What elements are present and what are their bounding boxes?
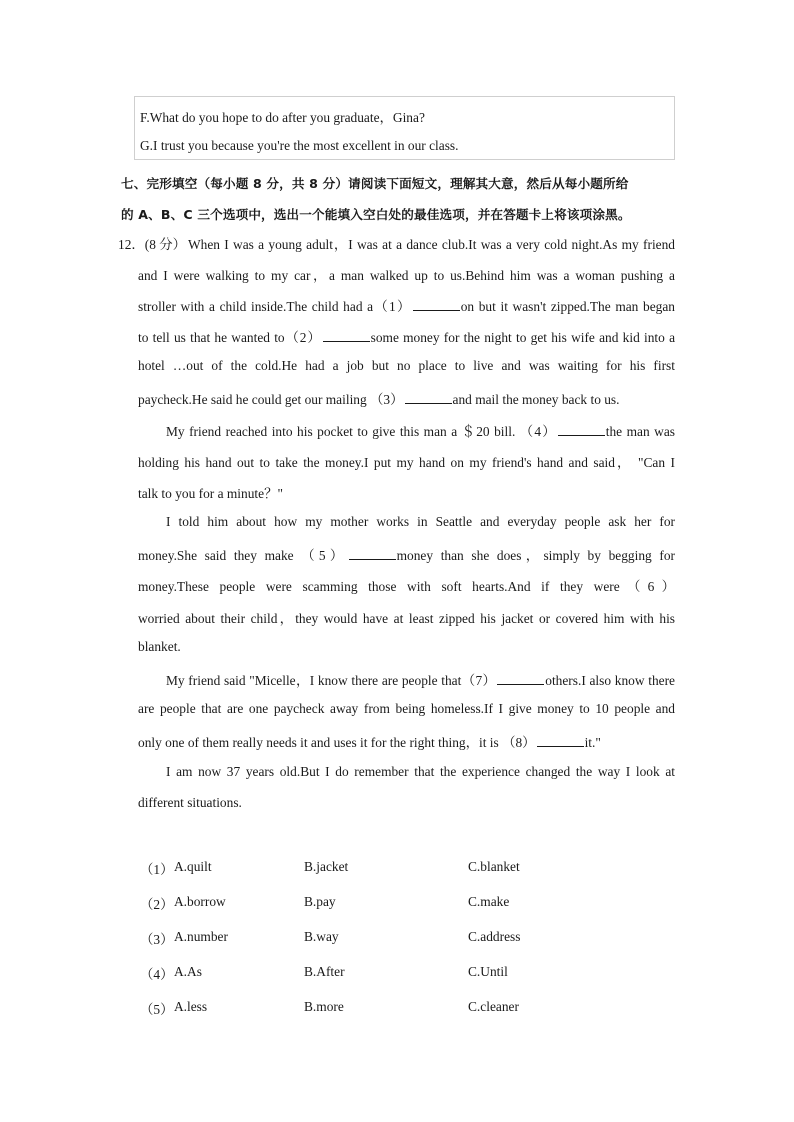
choice-row xyxy=(140,964,640,982)
choice-number: （4） xyxy=(140,967,174,982)
section-heading-line-1: 七、完形填空（每小题 8 分，共 8 分）请阅读下面短文，理解其大意，然后从每小题所给 xyxy=(121,176,629,191)
choice-b: B.more xyxy=(304,999,344,1014)
passage-line: I told him about how my mother works in Seattle and everyday people ask her for xyxy=(166,514,675,529)
choice-number: （3） xyxy=(140,932,174,947)
passage-line: My friend said "Micelle，I know there are people that（7） others.I also know there xyxy=(166,673,675,688)
options-box xyxy=(134,96,675,160)
passage-line: paycheck.He said he could get our mailing （3） and mail the money back to us. xyxy=(138,392,620,407)
question-number: 12．(8 分） xyxy=(118,237,187,252)
choice-number: （1） xyxy=(140,862,174,877)
passage-line: hotel …out of the cold.He had a job but no place to live and was waiting for his first xyxy=(138,358,675,373)
choice-b: B.jacket xyxy=(304,859,349,874)
choice-c: C.make xyxy=(468,894,510,909)
choice-row xyxy=(140,859,640,877)
choice-b: B.way xyxy=(304,929,339,944)
choice-a: A.number xyxy=(174,929,228,944)
passage-line: stroller with a child inside.The child had a（1） on but it wasn't zipped.The man began xyxy=(138,299,675,314)
blank-7 xyxy=(497,673,544,685)
passage-line: talk to you for a minute？" xyxy=(138,486,283,501)
choice-c: C.cleaner xyxy=(468,999,519,1014)
choice-c: C.address xyxy=(468,929,521,944)
choice-b: B.After xyxy=(304,964,345,979)
passage-line: blanket. xyxy=(138,639,181,654)
passage-line: to tell us that he wanted to（2） some money for the night to get his wife and kid into a xyxy=(138,330,676,345)
blank-5 xyxy=(349,548,396,560)
choice-row xyxy=(140,929,640,947)
choice-row xyxy=(140,894,640,912)
choice-c: C.Until xyxy=(468,964,508,979)
blank-8 xyxy=(537,735,584,747)
passage-line: money.She said they make （5） money than she does，simply by begging for xyxy=(138,548,675,563)
choice-row xyxy=(140,999,640,1017)
passage-line: are people that are one paycheck away from being homeless.If I give money to 10 people and xyxy=(138,701,675,716)
blank-4 xyxy=(558,424,605,436)
passage-line: worried about their child，they would have at least zipped his jacket or covered him with his xyxy=(138,611,675,626)
choice-a: A.quilt xyxy=(174,859,212,874)
choice-number: （2） xyxy=(140,897,174,912)
blank-1 xyxy=(413,299,460,311)
section-heading-line-2: 的 A、B、C 三个选项中，选出一个能填入空白处的最佳选项，并在答题卡上将该项涂黑。 xyxy=(121,207,631,222)
choice-number: （5） xyxy=(140,1002,174,1017)
option-f: F.What do you hope to do after you graduate，Gina? xyxy=(140,110,425,125)
choice-a: A.borrow xyxy=(174,894,226,909)
passage-line: only one of them really needs it and uses it for the right thing，it is （8） it." xyxy=(138,735,601,750)
passage-line: holding his hand out to take the money.I put my hand on my friend's hand and said， "Can I xyxy=(138,455,675,470)
passage-line: and I were walking to my car，a man walked up to us.Behind him was a woman pushing a xyxy=(138,268,675,283)
choice-b: B.pay xyxy=(304,894,336,909)
choice-c: C.blanket xyxy=(468,859,520,874)
choice-a: A.less xyxy=(174,999,208,1014)
passage-line: different situations. xyxy=(138,795,242,810)
option-g: G.I trust you because you're the most excellent in our class. xyxy=(140,138,459,153)
choice-a: A.As xyxy=(174,964,202,979)
passage-line: When I was a young adult，I was at a dance club.It was a very cold night.As my friend xyxy=(188,237,675,252)
blank-2 xyxy=(323,330,370,342)
passage-line: money.These people were scamming those with soft hearts.And if they were（6） xyxy=(138,579,675,594)
passage-line: I am now 37 years old.But I do remember that the experience changed the way I look at xyxy=(166,764,675,779)
passage-line: My friend reached into his pocket to give this man a ＄20 bill. （4） the man was xyxy=(166,424,675,439)
blank-3 xyxy=(405,392,452,404)
